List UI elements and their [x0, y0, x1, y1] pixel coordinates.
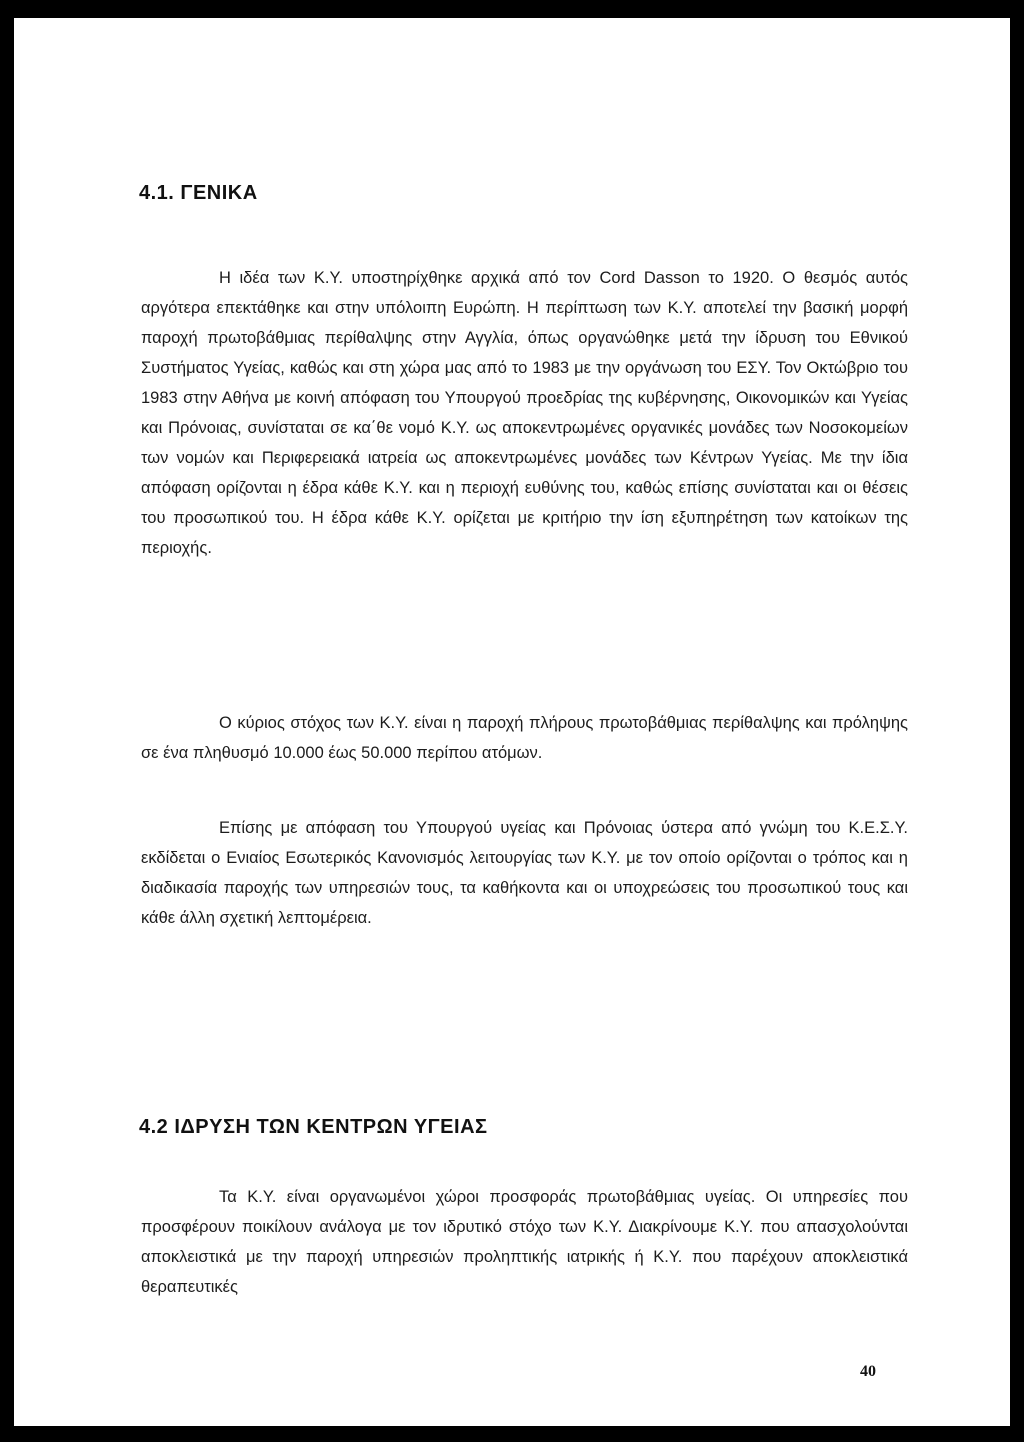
- section-heading-4-1: 4.1. ΓΕΝΙΚΑ: [139, 182, 258, 204]
- paragraph: Τα Κ.Υ. είναι οργανωμένοι χώροι προσφοράς πρωτοβάθμιας υγείας. Οι υπηρεσίες που προσφέρουν ποικίλουν ανάλογα με τον ιδρυτικό στόχο των Κ.Υ. Διακρίνουμε Κ.Υ. που απασχολούνται αποκλειστικά με την παροχή υπηρεσιών προληπτικής ιατρικής ή Κ.Υ. που παρέχουν αποκλειστικά θεραπευτικές: [141, 1188, 908, 1296]
- paragraph: Η ιδέα των Κ.Υ. υποστηρίχθηκε αρχικά από τον Cord Dasson το 1920. Ο θεσμός αυτός αργότερα επεκτάθηκε και στην υπόλοιπη Ευρώπη. Η περίπτωση των Κ.Υ. αποτελεί την βασική μορφή παροχή πρωτοβάθμιας περίθαλψης στην Αγγλία, όπως οργανώθηκε μετά την ίδρυση του Εθνικού Συστήματος Υγείας, καθώς και στη χώρα μας από το 1983 με την οργάνωση του ΕΣΥ. Τον Οκτώβριο του 1983 στην Αθήνα με κοινή απόφαση του Υπουργού προεδρίας της κυβέρνησης, Οικονομικών και Υγείας και Πρόνοιας, συνίσταται σε κα΄θε νομό Κ.Υ. ως αποκεντρωμένες οργανικές μονάδες των Νοσοκομείων των νομών και Περιφερειακά ιατρεία ως αποκεντρωμένες μονάδες των Κέντρων Υγείας. Με την ίδια απόφαση ορίζονται η έδρα κάθε Κ.Υ. και η περιοχή ευθύνης του, καθώς επίσης συνίσταται και οι θέσεις του προσωπικού του. Η έδρα κάθε Κ.Υ. ορίζεται με κριτήριο την ίση εξυπηρέτηση των κατοίκων της περιοχής.: [141, 269, 908, 557]
- document-page: [14, 18, 1010, 1426]
- paragraph: Επίσης με απόφαση του Υπουργού υγείας και Πρόνοιας ύστερα από γνώμη του Κ.Ε.Σ.Υ. εκδίδεται ο Ενιαίος Εσωτερικός Κανονισμός λειτουργίας των Κ.Υ. με τον οποίο ορίζονται ο τρόπος και η διαδικασία παροχής των υπηρεσιών τους, τα καθήκοντα και οι υποχρεώσεις του προσωπικού τους και κάθε άλλη σχετική λεπτομέρεια.: [141, 819, 908, 927]
- paragraph: Ο κύριος στόχος των Κ.Υ. είναι η παροχή πλήρους πρωτοβάθμιας περίθαλψης και πρόληψης σε ένα πληθυσμό 10.000 έως 50.000 περίπου ατόμων.: [141, 714, 908, 762]
- section-heading-4-2: 4.2 ΙΔΡΥΣΗ ΤΩΝ ΚΕΝΤΡΩΝ ΥΓΕΙΑΣ: [139, 1116, 488, 1138]
- page-number: 40: [860, 1363, 876, 1380]
